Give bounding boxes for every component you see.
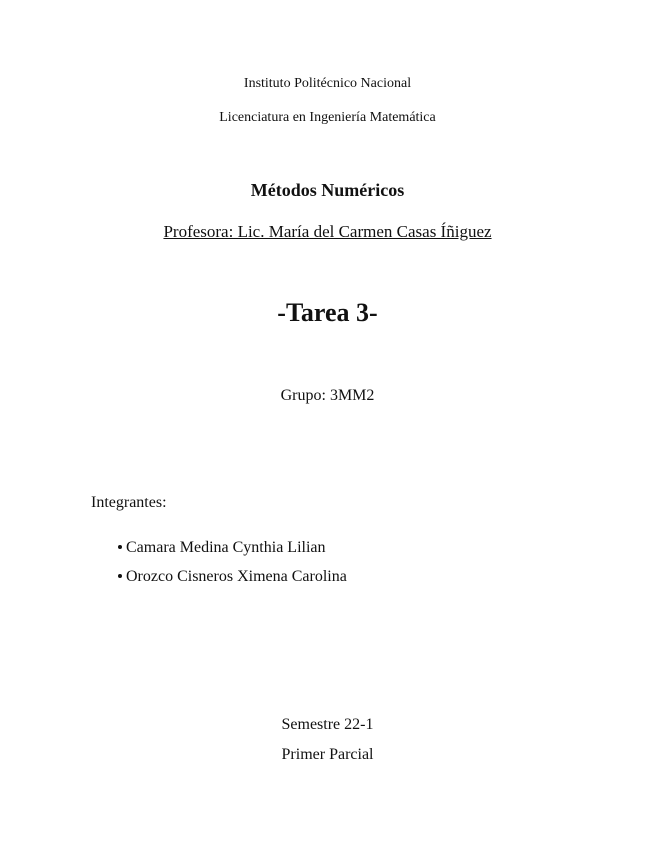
degree-name: Licenciatura en Ingeniería Matemática xyxy=(219,110,436,125)
member-item xyxy=(118,566,347,595)
partial-label: Primer Parcial xyxy=(281,746,374,763)
bullet-icon xyxy=(118,574,122,578)
bullet-icon xyxy=(118,545,122,549)
member-name: Orozco Cisneros Ximena Carolina xyxy=(126,568,347,585)
members-list xyxy=(118,537,347,595)
group-label: Grupo: 3MM2 xyxy=(280,387,375,404)
member-name: Camara Medina Cynthia Lilian xyxy=(126,539,326,556)
institution-name: Instituto Politécnico Nacional xyxy=(243,76,412,91)
assignment-title: -Tarea 3- xyxy=(277,298,378,327)
course-title: Métodos Numéricos xyxy=(250,180,405,200)
members-label: Integrantes: xyxy=(91,494,167,511)
professor-name: Profesora: Lic. María del Carmen Casas Íñiguez xyxy=(163,222,492,241)
semester-label: Semestre 22-1 xyxy=(281,716,374,733)
member-item xyxy=(118,537,347,566)
